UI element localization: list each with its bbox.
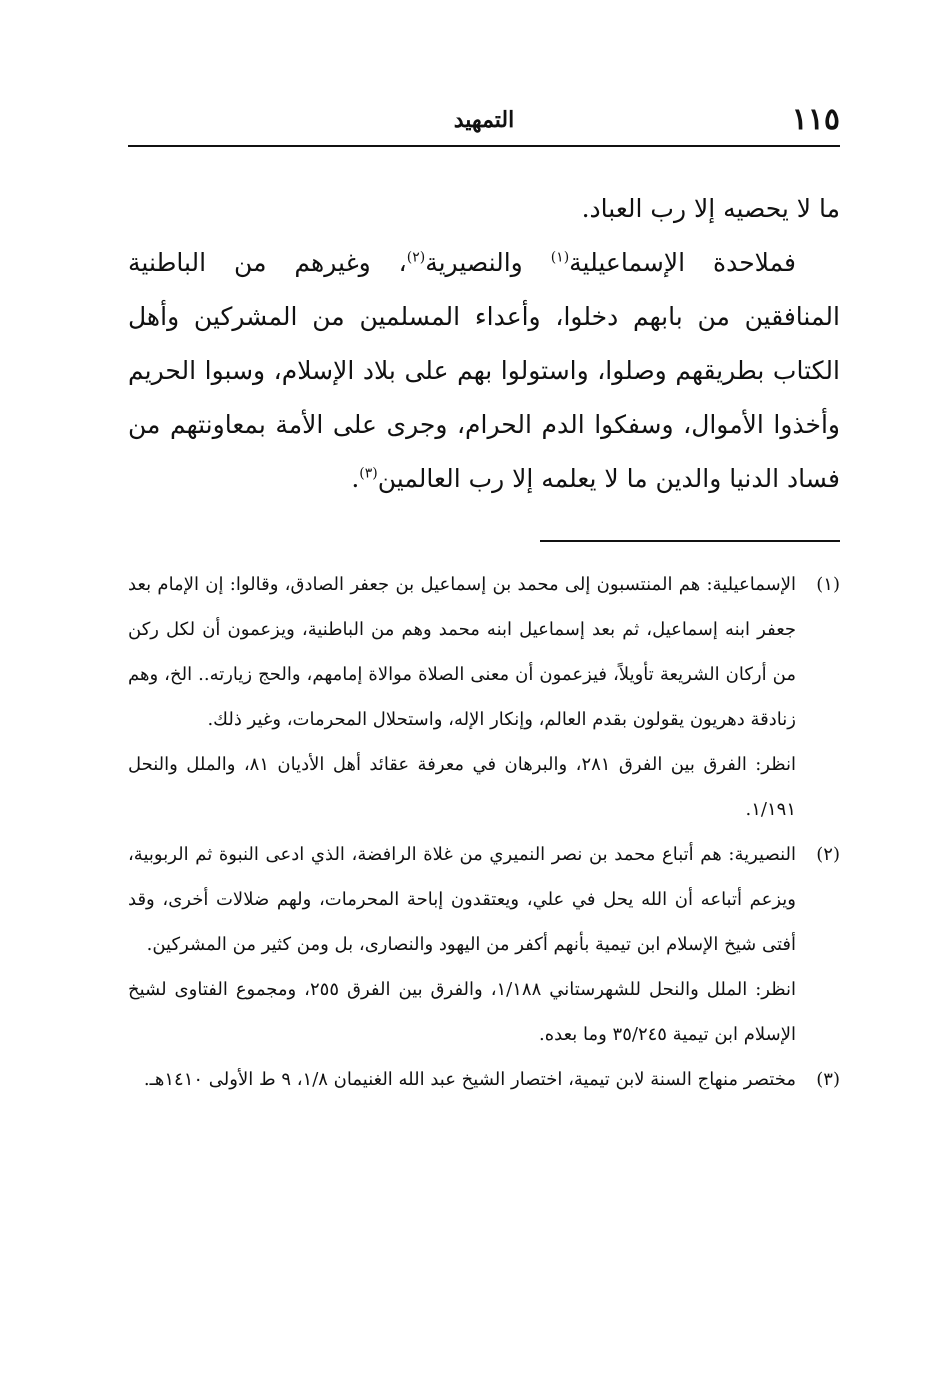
footnote-source: انظر: الفرق بين الفرق ٢٨١، والبرهان في معرفة عقائد أهل الأديان ٨١، والملل والنحل ١/١٩١. — [128, 754, 796, 820]
footnote-3 — [128, 1057, 840, 1102]
paragraph-2-part-3: ، وغيرهم من الباطنية المنافقين من بابهم دخلوا، وأعداء المسلمين من المشركين وأهل الكتاب بطريقهم وصلوا، واستولوا بهم على بلاد الإسلام، وسبوا الحريم وأخذوا الأموال، وسفكوا الدم الحرام، وجرى على الأمة بمعاونتهم من فساد الدنيا والدين ما لا يعلمه إلا رب العالمين — [128, 248, 840, 493]
paragraph-1: ما لا يحصيه إلا رب العباد. — [581, 194, 840, 223]
footnote-source: انظر: الملل والنحل للشهرستاني ١/١٨٨، والفرق بين الفرق ٢٥٥، ومجموع الفتاوى لشيخ الإسلام ابن تيمية ٣٥/٢٤٥ وما بعده. — [128, 979, 796, 1045]
footnotes — [128, 562, 840, 1102]
page-number: ١١٥ — [791, 102, 840, 137]
paragraph-2-part-1: فملاحدة الإسماعيلية — [569, 248, 796, 277]
footnote-1 — [128, 562, 840, 832]
page-header — [128, 100, 840, 140]
main-text — [128, 182, 840, 506]
footnote-text: النصيرية: هم أتباع محمد بن نصر النميري من غلاة الرافضة، الذي ادعى النبوة ثم الربوبية، ويزعم أتباعه أن الله يحل في علي، ويعتقدون إباحة المحرمات، ولهم ضلالات أخرى، وقد أفتى شيخ الإسلام ابن تيمية بأنهم أكفر من اليهود والنصارى، بل ومن كثير من المشركين. — [128, 844, 796, 955]
footnote-text: الإسماعيلية: هم المنتسبون إلى محمد بن إسماعيل بن جعفر الصادق، وقالوا: إن الإمام بعد جعفر ابنه إسماعيل، ثم بعد إسماعيل ابنه محمد وهم من الباطنية، ويزعمون أن لكل ركن من أركان الشريعة تأويلاً، فيزعمون أن معنى الصلاة موالاة إمامهم، والحج زيارته.. الخ، وهم زنادقة دهريون يقولون بقدم العالم، وإنكار الإله، واستحلال المحرمات، وغير ذلك. — [128, 574, 796, 730]
footnote-number: (٢) — [816, 844, 840, 865]
document-page — [128, 0, 840, 1386]
paragraph-2 — [128, 236, 840, 506]
footnote-2 — [128, 832, 840, 1057]
footnote-separator — [540, 540, 840, 542]
running-title: التمهيد — [453, 107, 515, 133]
footnote-ref-1[interactable]: (١) — [550, 249, 570, 266]
footnote-ref-2[interactable]: (٢) — [406, 249, 426, 266]
footnote-ref-3[interactable]: (٣) — [359, 465, 378, 482]
paragraph-2-part-2: والنصيرية — [425, 248, 551, 277]
footnote-text: مختصر منهاج السنة لابن تيمية، اختصار الشيخ عبد الله الغنيمان ١/٨، ٩ ط الأولى ١٤١٠هـ. — [143, 1069, 796, 1090]
paragraph-2-part-4: . — [351, 464, 360, 493]
footnote-number: (١) — [816, 574, 840, 595]
footnote-number: (٣) — [816, 1069, 840, 1090]
header-rule — [128, 145, 840, 147]
